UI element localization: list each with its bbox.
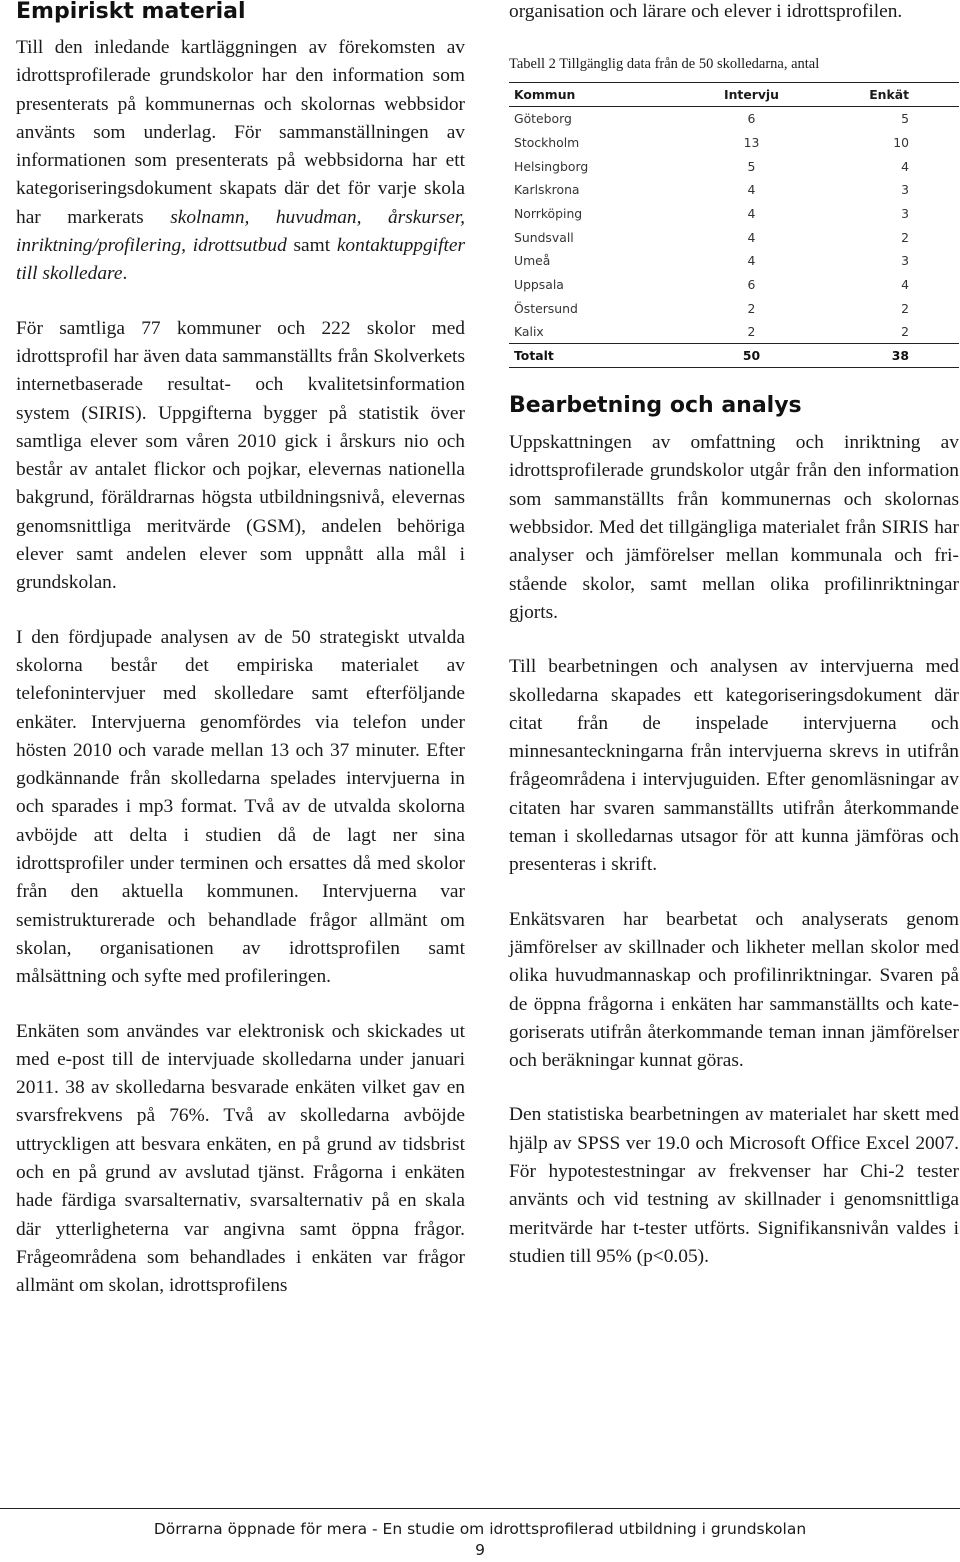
table-cell-intervju: 6 — [747, 276, 756, 292]
table-header-row — [509, 83, 959, 107]
table-cell-kommun: Sundsvall — [514, 229, 574, 245]
paragraph-intro-text-c: . — [122, 263, 128, 285]
table-header-intervju: Intervju — [689, 83, 809, 107]
table-row — [509, 273, 959, 297]
table-cell-enkat: 4 — [901, 276, 909, 292]
table-row — [509, 107, 959, 131]
table-cell-intervju: 4 — [747, 182, 756, 198]
table-cell-enkat: 10 — [893, 134, 909, 150]
right-column — [509, 0, 959, 1271]
paragraph-processing: Till bearbetningen och analysen av intervjuerna med skolledarna skapades ett kategoriseringsdokument där citat från de inspelade intervjuerna och minnesanteckningarna från intervjuerna skrevs in utifrån frågeområdena i intervjuguiden. Efter genomläsningar av citaten har svaren sammanställts utifrån återkommande teman i skolledarnas utsagor för att kunna jämföras och presenteras i skrift. — [509, 656, 959, 876]
paragraph-continuation: organisation och lärare och elever i idrottsprofilen. — [509, 1, 903, 22]
table-cell-kommun: Göteborg — [514, 111, 572, 127]
paragraph-siris: För samtliga 77 kommuner och 222 skolor med idrottsprofil har även data sammanställts från Skolverkets internetbaserade resultat- och kvalitetsinformation system (SIRIS). Uppgifterna bygger på statistik över samtliga elever som våren 2010 gick i årskurs nio och består av antalet flickor och pojkar, elevernas nationella bakgrund, föräldrarnas högsta utbildningsnivå, elevernas genomsnittliga meritvärde (GSM), andelen behöriga elever samt andelen elever som uppnått alla mål i grundskolan. — [16, 317, 465, 594]
table-cell-enkat: 5 — [901, 111, 909, 127]
table-row — [509, 202, 959, 226]
table-cell-enkat: 3 — [901, 253, 909, 269]
table-cell-kommun: Karlskrona — [514, 182, 580, 198]
table-cell-intervju: 13 — [743, 134, 760, 150]
table-row — [509, 249, 959, 273]
table-cell-kommun: Kalix — [514, 324, 544, 340]
table-cell-intervju: 4 — [747, 229, 756, 245]
data-table — [509, 82, 959, 368]
page-number: 9 — [475, 1541, 485, 1559]
paragraph-interviews: I den fördjupade analysen av de 50 strategiskt utvalda skolorna består det empiriska materialet av telefonintervjuer med skolledare samt efterföljande enkäter. Intervjuerna genomfördes via telefon under hösten 2010 och varade mellan 13 och 37 minuter. Efter godkännande från skolledarna spelades intervjuerna in och sparades i mp3 format. Två av de utvalda skolorna avböjde att delta i studien då de lagt ner sina idrottsprofiler under terminen och ersattes då med skolor från den aktuella kommunen. Intervjuerna var semistrukturerade och behandlade frågor allmänt om skolan, organisationen av idrottsprofilen samt målsättning och syfte med profileringen. — [16, 626, 465, 988]
table-total-intervju: 50 — [689, 344, 809, 368]
left-column — [16, 0, 465, 1300]
table-cell-intervju: 2 — [747, 300, 756, 316]
table-row — [509, 296, 959, 320]
table-row — [509, 178, 959, 202]
table-cell-enkat: 3 — [901, 205, 909, 221]
section-heading-empiriskt-material: Empiriskt material — [16, 0, 246, 24]
table-cell-kommun: Uppsala — [514, 276, 564, 292]
table-row — [509, 154, 959, 178]
paragraph-survey: Enkäten som användes var elektronisk och skickades ut med e-post till de intervjuade skolledarna under januari 2011. 38 av skolledarna besvarade enkäten vilket gav en svarsfrekvens på 76%. Två av skolledarna avböjde uttryckligen att besvara enkäten, en på grund av tidsbrist och en på grund av avslutad tjänst. Frågorna i enkäten hade färdiga svarsalternativ, svarsalternativ på en skala där ytterligheterna var angivna samt öppna frågor. Frågeområdena som behandlades i enkäten var frågor allmänt om skolan, idrottsprofilens — [16, 1020, 465, 1297]
table-cell-enkat: 3 — [901, 182, 909, 198]
table-cell-intervju: 4 — [747, 253, 756, 269]
table-header-kommun: Kommun — [509, 83, 689, 107]
table-cell-intervju: 5 — [747, 158, 756, 174]
table-caption: Tabell 2 Tillgänglig data från de 50 skolledarna, antal — [509, 56, 820, 73]
paragraph-intro-text-a: Till den inledande kartläggningen av förekomsten av idrottsprofilerade grundskolor har den information som presenterats på kommunernas och skolornas webbsidor använts som underlag. För sammanställningen av informationen som presenterats på webbsidorna har ett kategoriseringsdokument skapats där det för varje skola har markerats — [16, 37, 465, 228]
table-total-enkat: 38 — [809, 344, 959, 368]
table-cell-intervju: 4 — [747, 205, 756, 221]
table-cell-kommun: Helsingborg — [514, 158, 589, 174]
table-row — [509, 225, 959, 249]
table-cell-kommun: Stockholm — [514, 134, 580, 150]
table-cell-kommun: Umeå — [514, 253, 551, 269]
paragraph-statistics: Den statistiska bearbetningen av materialet har skett med hjälp av SPSS ver 19.0 och Microsoft Office Excel 2007. För hypotestestningar av frekvenser har Chi-2 tester använts och vid testning av skillnader i genomsnittliga meritvärde har t-tester utförts. Signifikansnivån valdes i studien till 95% (p<0.05). — [509, 1104, 959, 1267]
table-cell-enkat: 2 — [901, 324, 909, 340]
table-body — [509, 107, 959, 344]
section-heading-bearbetning: Bearbetning och analys — [509, 393, 802, 419]
table-row — [509, 320, 959, 344]
table-total-label: Totalt — [509, 344, 689, 368]
table-cell-intervju: 2 — [747, 324, 756, 340]
table-cell-kommun: Östersund — [514, 300, 578, 316]
paragraph-intro — [16, 34, 465, 289]
table-cell-enkat: 2 — [901, 300, 909, 316]
footer-title: Dörrarna öppnade för mera - En studie om idrottsprofilerad utbildning i grundskolan — [153, 1520, 807, 1538]
table-row — [509, 130, 959, 154]
table-cell-enkat: 4 — [901, 158, 909, 174]
table-cell-enkat: 2 — [901, 229, 909, 245]
paragraph-intro-italic-contacts: kontaktuppgifter till skolledare — [16, 235, 465, 285]
table-header-enkat: Enkät — [809, 83, 959, 107]
table-cell-kommun: Norrköping — [514, 205, 583, 221]
footer-rule — [0, 1508, 960, 1509]
paragraph-estimation: Uppskattningen av omfattning och inriktning av idrottsprofilerade grundskolor utgår från den information som sammanställts från kommunernas och skolornas webbsidor. Med det tillgängliga materialet från SIRIS har analyser och jämförelser mellan kommunala och fristående skolor, samt mellan olika profilinriktningar gjorts. — [509, 432, 959, 623]
table-cell-intervju: 6 — [747, 111, 756, 127]
table-total-row — [509, 344, 959, 368]
paragraph-intro-italic-fields: skolnamn, huvudman, årskurser, inriktning/profilering, idrottsutbud — [16, 206, 465, 257]
paragraph-survey-analysis: Enkätsvaren har bearbetat och analyserats genom jämförelser av skillnader och likheter mellan skolor med olika huvudmannaskap och profilinriktningar. Svaren på de öppna frågorna i enkäten har sammanställts och kategoriserats utifrån återkommande teman innan jämförelser och beräkningar kunnat göras. — [509, 908, 959, 1072]
paragraph-intro-text-b: samt — [286, 235, 337, 257]
